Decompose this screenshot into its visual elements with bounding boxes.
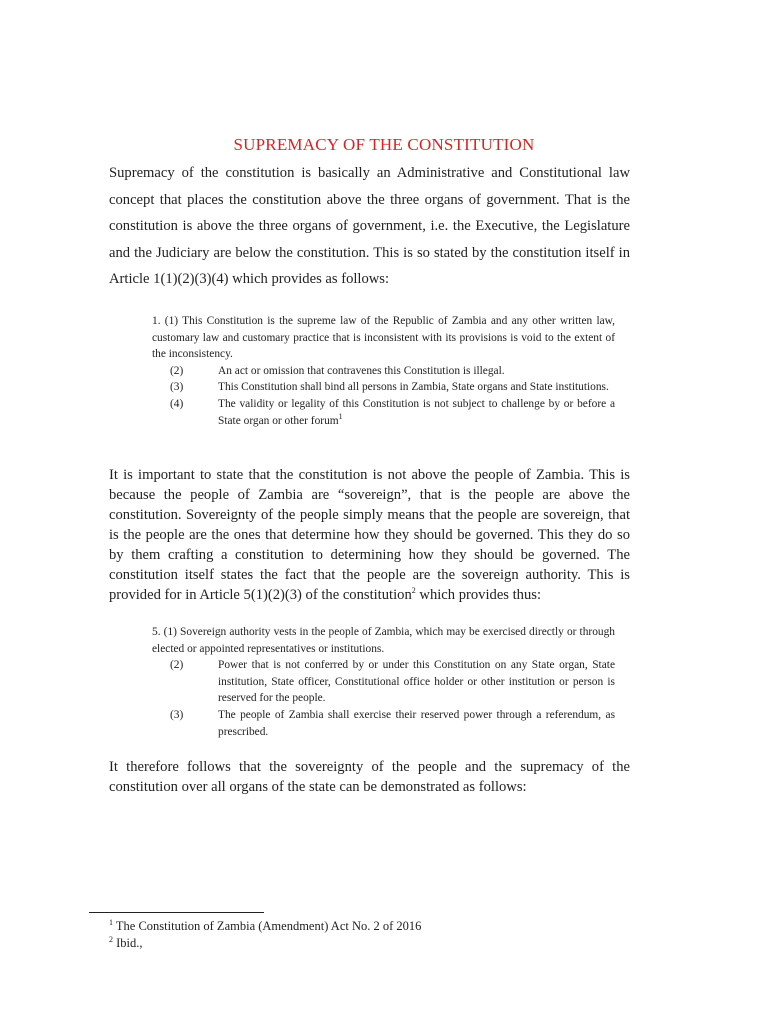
footnote-text: The Constitution of Zambia (Amendment) Act No. 2 of 2016 — [113, 919, 422, 933]
article-1-clause-1: 1. (1) This Constitution is the supreme law of the Republic of Zambia and any other written law, customary law and customary practice that is inconsistent with its provisions is void to the extent of the inconsistency. — [152, 315, 615, 361]
article-1-clause-3 — [170, 379, 615, 396]
clause-number: (2) — [170, 659, 184, 672]
paragraph-sovereignty-text: It is important to state that the constitution is not above the people of Zambia. This is because the people of Zambia are “sovereign”, that is the people are above the constitution. Sovereignty of the people simply means that the people are sovereign, that is the people are the ones that determine how they should be governed. This they do so by them crafting a constitution to determining how they should be governed. The constitution itself states the fact that the people are the sovereign authority. This is provided for in Article 5(1)(2)(3) of the constitution — [109, 467, 630, 603]
clause-text: Power that is not conferred by or under this Constitution on any State organ, State institution, State officer, Constitutional office holder or other institution or person is reserved for the people. — [218, 659, 615, 705]
clause-text: The validity or legality of this Constitution is not subject to challenge by or before a State organ or other forum — [218, 397, 615, 427]
clause-number: (3) — [170, 708, 184, 721]
footnote-text: Ibid., — [113, 936, 143, 950]
paragraph-sovereignty — [109, 465, 630, 605]
footnotes — [109, 918, 629, 952]
footnote-1 — [109, 918, 629, 935]
footnote-separator — [89, 912, 264, 913]
page-title: SUPREMACY OF THE CONSTITUTION — [233, 135, 535, 154]
article-5-clause-3 — [170, 707, 615, 740]
clause-text: The people of Zambia shall exercise their reserved power through a referendum, as prescribed. — [218, 708, 615, 738]
clause-number: (3) — [170, 381, 184, 394]
clause-text: An act or omission that contravenes this Constitution is illegal. — [218, 364, 505, 377]
clause-text: This Constitution shall bind all persons in Zambia, State organs and State institutions. — [218, 381, 609, 394]
footnote-2 — [109, 935, 629, 952]
article-5-clause-1: 5. (1) Sovereign authority vests in the people of Zambia, which may be exercised directly or through elected or appointed representatives or institutions. — [152, 626, 615, 655]
footnote-number: 1 — [109, 917, 113, 927]
clause-number: (4) — [170, 397, 184, 410]
footnote-number: 2 — [109, 934, 113, 944]
clause-number: (2) — [170, 364, 184, 377]
article-1-clause-2 — [170, 363, 615, 380]
clause-text-wrapper — [218, 396, 615, 429]
paragraph-sovereignty-tail: which provides thus: — [415, 587, 542, 603]
article-5-clause-2 — [170, 657, 615, 707]
footnote-ref-2[interactable]: 2 — [411, 586, 416, 596]
article-5-quote — [152, 624, 615, 740]
paragraph-intro: Supremacy of the constitution is basically an Administrative and Constitutional law concept that places the constitution above the three organs of government. That is the constitution is above the three organs of government, i.e. the Executive, the Legislature and the Judiciary are below the constitution. This is so stated by the constitution itself in Article 1(1)(2)(3)(4) which provides as follows: — [109, 165, 630, 287]
article-1-quote — [152, 313, 615, 429]
article-1-clause-4 — [170, 396, 615, 429]
footnote-ref-1[interactable]: 1 — [338, 411, 343, 421]
paragraph-conclusion: It therefore follows that the sovereignty of the people and the supremacy of the constitution over all organs of the state can be demonstrated as follows: — [109, 759, 630, 795]
